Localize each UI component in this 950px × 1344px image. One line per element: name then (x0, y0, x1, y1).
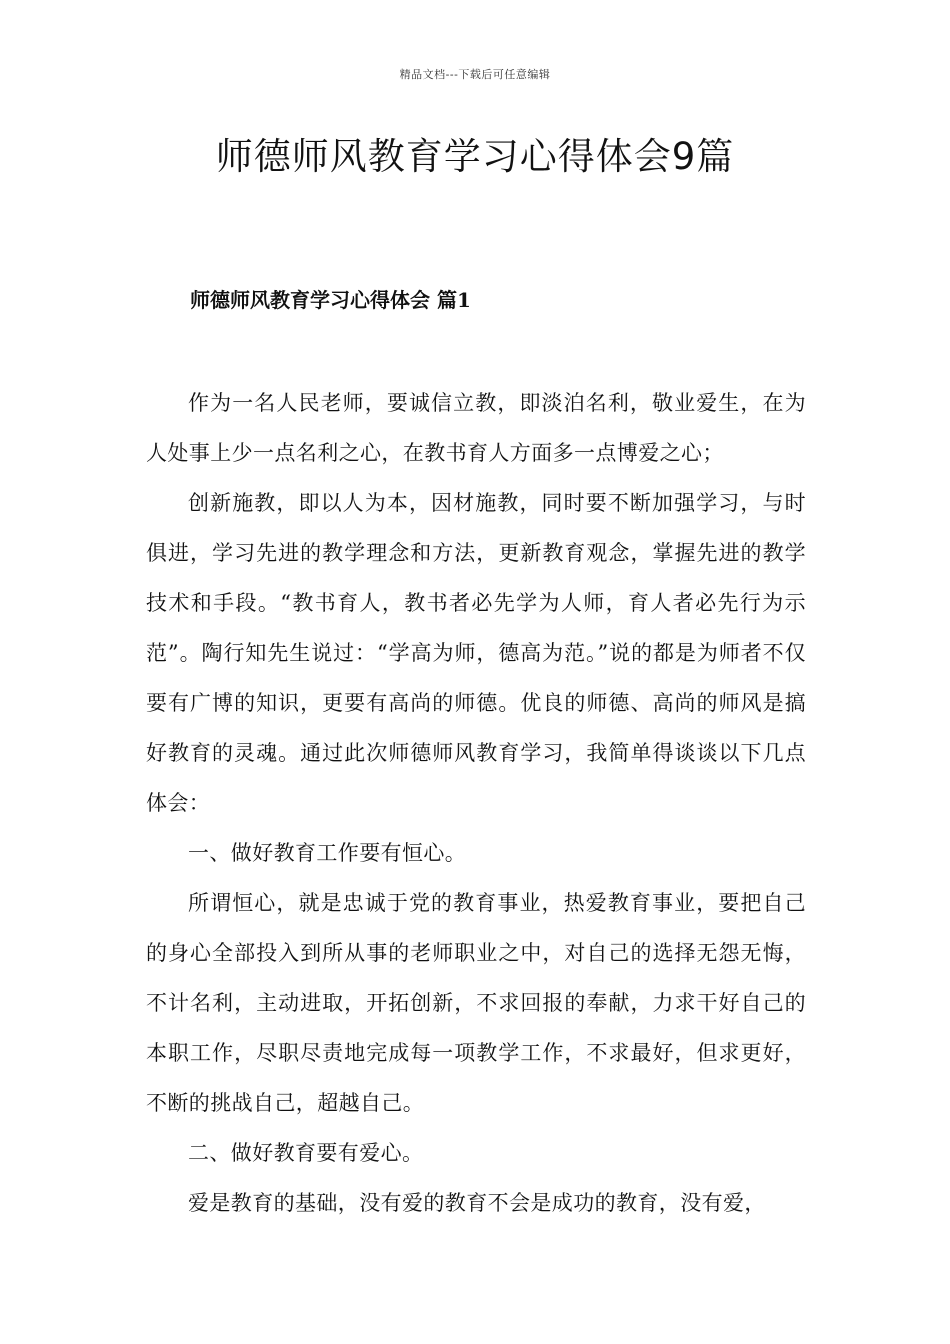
paragraph: 二、做好教育要有爱心。 (188, 1141, 424, 1165)
paragraph: 作为一名人民老师，要诚信立教，即淡泊名利，敬业爱生，在为人处事上少一点名利之心，在教书育人方面多一点博爱之心； (146, 391, 806, 465)
section-title: 师德师风教育学习心得体会 篇1 (190, 288, 471, 312)
paragraph: 爱是教育的基础，没有爱的教育不会是成功的教育，没有爱， (188, 1191, 766, 1215)
paragraph: 一、做好教育工作要有恒心。 (188, 841, 467, 865)
document-title: 师德师风教育学习心得体会9篇 (215, 135, 735, 178)
document-body (146, 378, 806, 1228)
header-note: 精品文档---下载后可任意编辑 (399, 68, 551, 81)
paragraph: 创新施教，即以人为本，因材施教，同时要不断加强学习，与时俱进，学习先进的教学理念和方法，更新教育观念，掌握先进的教学技术和手段。“教书育人，教书者必先学为人师，育人者必先行为示范”。陶行知先生说过：“学高为师，德高为范。”说的都是为师者不仅要有广博的知识，更要有高尚的师德。优良的师德、高尚的师风是搞好教育的灵魂。通过此次师德师风教育学习，我简单得谈谈以下几点体会： (146, 491, 806, 815)
paragraph: 所谓恒心，就是忠诚于党的教育事业，热爱教育事业，要把自己的身心全部投入到所从事的老师职业之中，对自己的选择无怨无悔，不计名利，主动进取，开拓创新，不求回报的奉献，力求干好自己的本职工作，尽职尽责地完成每一项教学工作，不求最好，但求更好，不断的挑战自己，超越自己。 (146, 891, 806, 1115)
